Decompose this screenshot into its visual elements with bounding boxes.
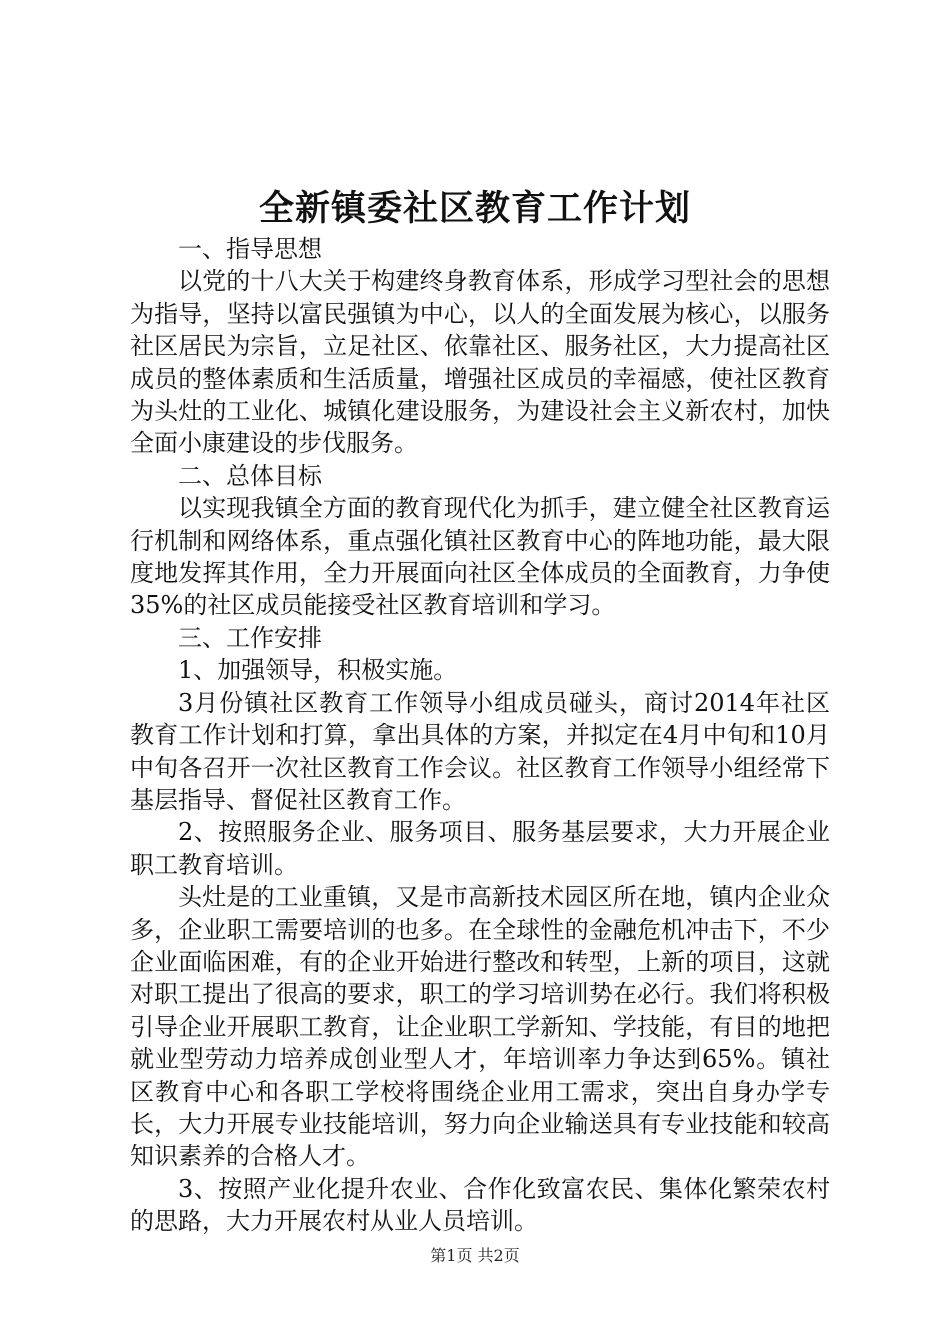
section-heading: 一、指导思想	[178, 235, 322, 263]
subsection-heading: 2、按照服务企业、服务项目、服务基层要求，大力开展企业职工教育培训。	[130, 818, 830, 879]
subsection-heading: 1、加强领导，积极实施。	[178, 656, 458, 685]
section-heading: 三、工作安排	[178, 623, 322, 652]
document-body	[130, 233, 830, 1238]
body-paragraph: 以实现我镇全方面的教育现代化为抓手，建立健全社区教育运行机制和网络体系，重点强化镇社区教育中心的阵地功能，最大限度地发挥其作用，全力开展面向社区全体成员的全面教育，力争使35%的社区成员能接受社区教育培训和学习。	[130, 494, 830, 620]
body-paragraph: 头灶是的工业重镇，又是市高新技术园区所在地，镇内企业众多，企业职工需要培训的也多。在全球性的金融危机冲击下，不少企业面临困难，有的企业开始进行整改和转型，上新的项目，这就对职工提出了很高的要求，职工的学习培训势在必行。我们将积极引导企业开展职工教育，让企业职工学新知、学技能，有目的地把就业型劳动力培养成创业型人才，年培训率力争达到65%。镇社区教育中心和各职工学校将围绕企业用工需求，突出自身办学专长，大力开展专业技能培训，努力向企业输送具有专业技能和较高知识素养的合格人才。	[130, 883, 830, 1171]
body-paragraph: 3月份镇社区教育工作领导小组成员碰头，商讨2014年社区教育工作计划和打算，拿出具体的方案，并拟定在4月中旬和10月中旬各召开一次社区教育工作会议。社区教育工作领导小组经常下基层指导、督促社区教育工作。	[130, 688, 830, 814]
page-number-footer: 第1页 共2页	[430, 1246, 520, 1265]
section-heading: 二、总体目标	[178, 461, 322, 490]
subsection-heading: 3、按照产业化提升农业、合作化致富农民、集体化繁荣农村的思路，大力开展农村从业人员培训。	[130, 1174, 830, 1236]
document-title: 全新镇委社区教育工作计划	[258, 188, 691, 229]
body-paragraph: 以党的十八大关于构建终身教育体系，形成学习型社会的思想为指导，坚持以富民强镇为中心，以人的全面发展为核心，以服务社区居民为宗旨，立足社区、依靠社区、服务社区，大力提高社区成员的整体素质和生活质量，增强社区成员的幸福感，使社区教育为头灶的工业化、城镇化建设服务，为建设社会主义新农村，加快全面小康建设的步伐服务。	[130, 267, 830, 458]
